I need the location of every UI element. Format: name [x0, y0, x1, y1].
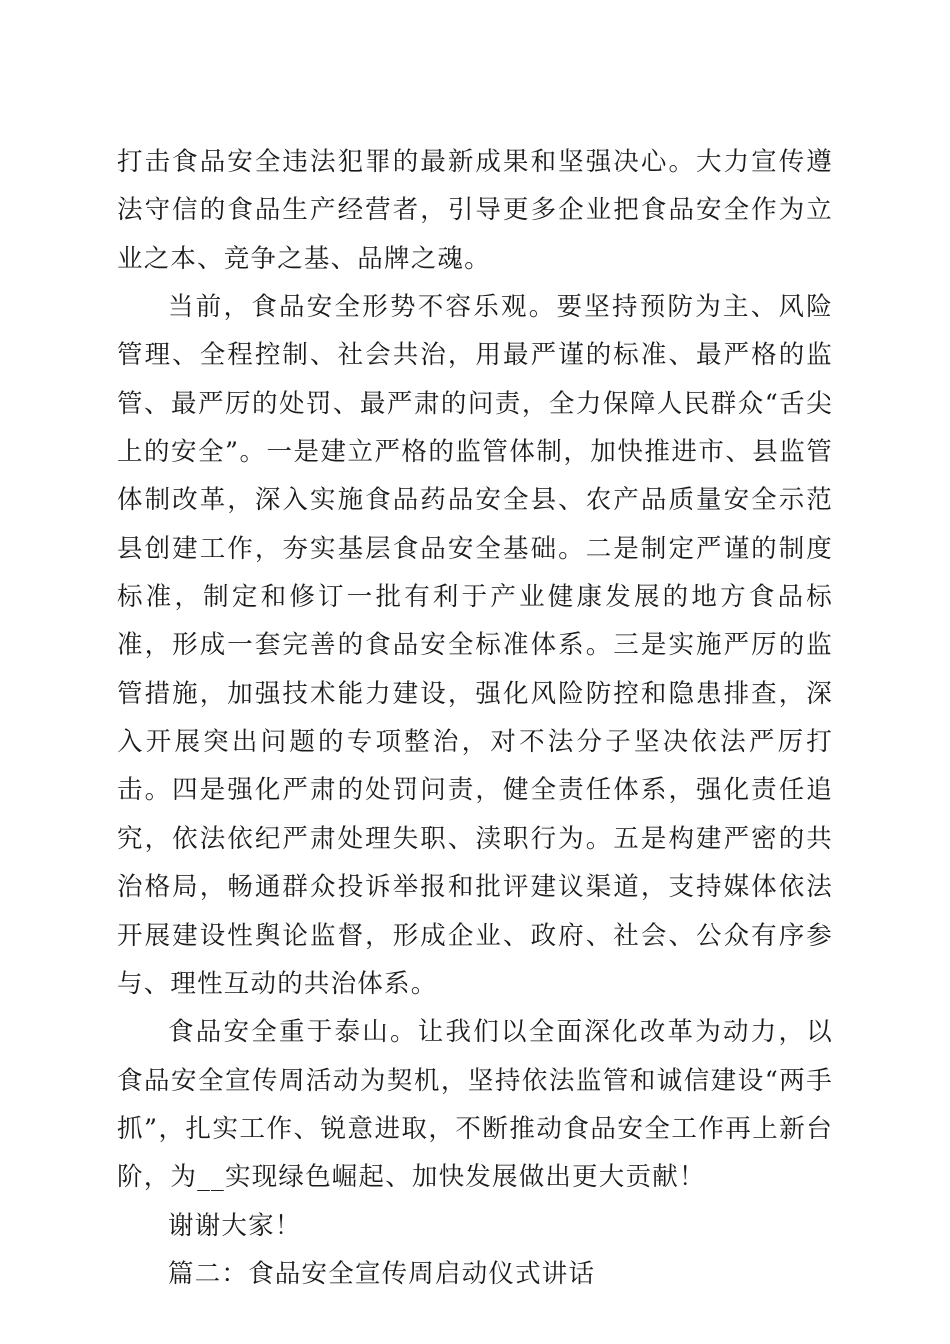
- paragraph-continuation: 打击食品安全违法犯罪的最新成果和坚强决心。大力宣传遵法守信的食品生产经营者，引导更多企业把食品安全作为立业之本、竞争之基、品牌之魂。: [117, 147, 833, 274]
- section-heading-part-two: 篇二：食品安全宣传周启动仪式讲话: [168, 1258, 596, 1289]
- paragraph-closing-call: 食品安全重于泰山。让我们以全面深化改革为动力，以食品安全宣传周活动为契机，坚持依法监管和诚信建设“两手抓”，扎实工作、锐意进取，不断推动食品安全工作再上新台阶，为__实现绿色崛起、加快发展做出更大贡献！: [117, 1017, 833, 1193]
- paragraph-current-situation: 当前，食品安全形势不容乐观。要坚持预防为主、风险管理、全程控制、社会共治，用最严谨的标准、最严格的监管、最严厉的处罚、最严肃的问责，全力保障人民群众“舌尖上的安全”。一是建立严格的监管体制，加快推进市、县监管体制改革，深入实施食品药品安全县、农产品质量安全示范县创建工作，夯实基层食品安全基础。二是制定严谨的制度标准，制定和修订一批有利于产业健康发展的地方食品标准，形成一套完善的食品安全标准体系。三是实施严厉的监管措施，加强技术能力建设，强化风险防控和隐患排查，深入开展突出问题的专项整治，对不法分子坚决依法严厉打击。四是强化严肃的处罚问责，健全责任体系，强化责任追究，依法依纪严肃处理失职、渎职行为。五是构建严密的共治格局，畅通群众投诉举报和批评建议渠道，支持媒体依法开展建设性舆论监督，形成企业、政府、社会、公众有序参与、理性互动的共治体系。: [117, 292, 833, 999]
- paragraph-thanks: 谢谢大家！: [168, 1210, 302, 1241]
- document-body: [117, 138, 833, 1298]
